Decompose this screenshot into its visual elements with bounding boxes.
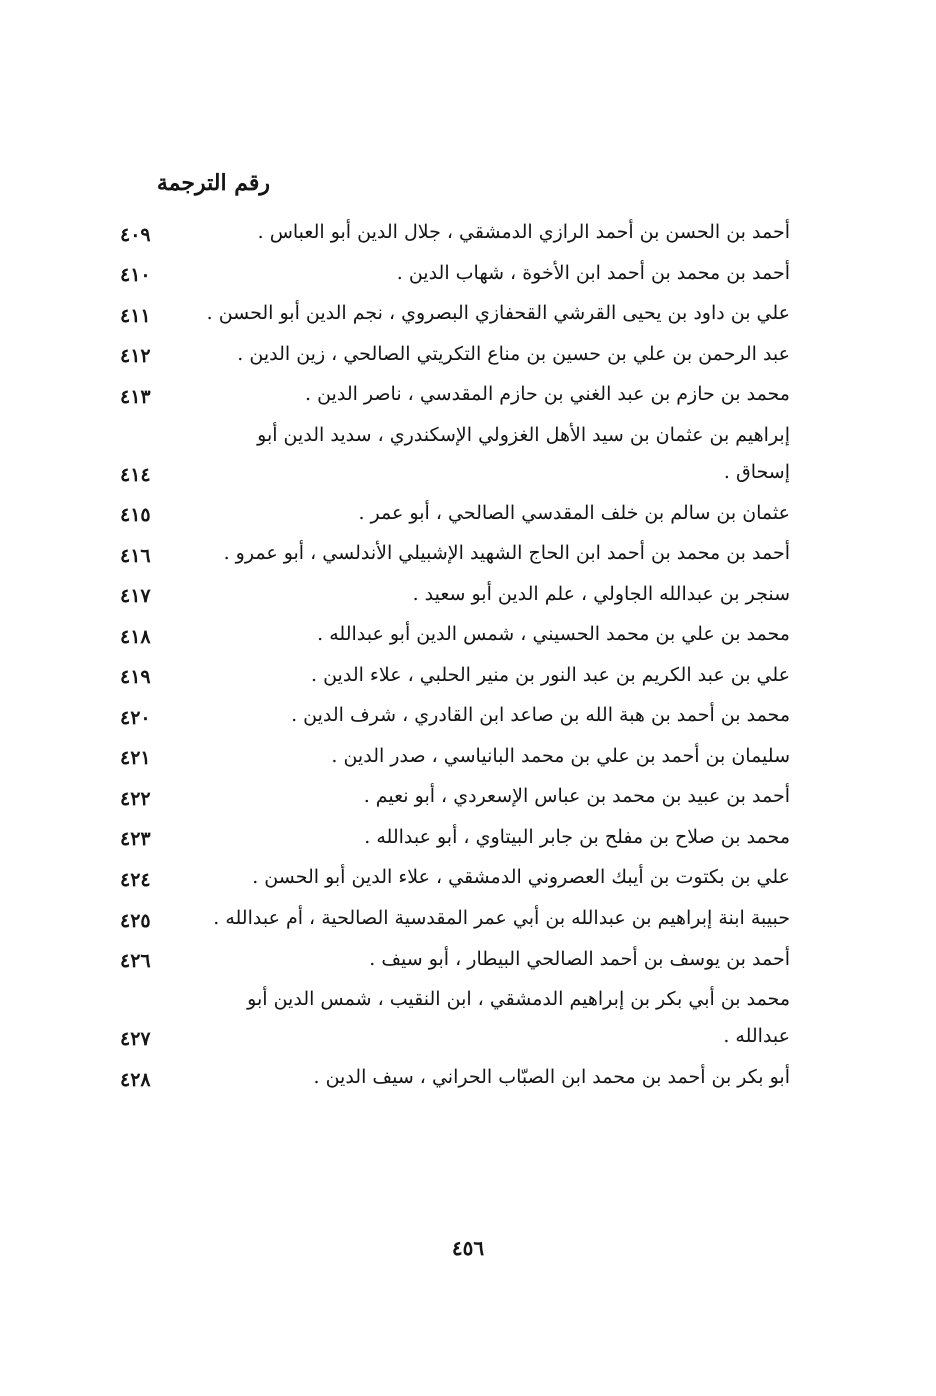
list-item [110, 493, 790, 534]
entry-name: محمد بن أبي بكر بن إبراهيم الدمشقي ، ابن النقيب ، شمس الدين أبو عبدالله . [247, 988, 790, 1047]
list-item [110, 574, 790, 615]
list-item [110, 614, 790, 655]
entry-number: ٤١٥ [120, 504, 151, 526]
entry-number: ٤٢٤ [120, 868, 151, 891]
list-item [110, 898, 790, 939]
entry-number: ٤٢٠ [120, 706, 151, 729]
list-item [110, 736, 790, 777]
column-header-translation-number: رقم الترجمة [156, 170, 270, 196]
entry-number: ٤٢٣ [120, 828, 151, 850]
list-item [110, 1057, 790, 1098]
entry-name: محمد بن صلاح بن مفلح بن جابر البيتاوي ، أبو عبدالله . [364, 825, 790, 848]
list-item [110, 979, 790, 1057]
entry-name: إبراهيم بن عثمان بن سيد الأهل الغزولي الإسكندري ، سديد الدين أبو إسحاق . [257, 423, 790, 483]
list-item [110, 334, 790, 375]
list-item [110, 776, 790, 817]
list-item [110, 374, 790, 415]
entry-name: سنجر بن عبدالله الجاولي ، علم الدين أبو سعيد . [412, 582, 790, 605]
list-item [110, 212, 790, 253]
entry-number: ٤٠٩ [120, 223, 151, 246]
entry-name: علي بن بكتوت بن أيبك العصروني الدمشقي ، علاء الدين أبو الحسن . [252, 866, 790, 888]
entry-name: علي بن داود بن يحيى القرشي القحفازي البصروي ، نجم الدين أبو الحسن . [206, 302, 790, 324]
entry-name: أحمد بن عبيد بن محمد بن عباس الإسعردي ، أبو نعيم . [363, 785, 790, 807]
entry-name: محمد بن أحمد بن هبة الله بن صاعد ابن القادري ، شرف الدين . [291, 704, 790, 726]
list-item [110, 533, 790, 574]
entry-number: ٤١٨ [120, 625, 151, 648]
entry-name: محمد بن حازم بن عبد الغني بن حازم المقدسي ، ناصر الدين . [305, 383, 790, 405]
entry-name: سليمان بن أحمد بن علي بن محمد البانياسي ، صدر الدين . [331, 744, 790, 767]
entry-number: ٤١٢ [120, 345, 151, 367]
entry-name: أبو بكر بن أحمد بن محمد ابن الصبّاب الحراني ، سيف الدين . [313, 1066, 790, 1088]
entry-name: علي بن عبد الكريم بن عبد النور بن منير الحلبي ، علاء الدين . [311, 663, 790, 686]
entry-number: ٤١٦ [120, 544, 151, 567]
list-item [110, 293, 790, 334]
entry-number: ٤٢٢ [120, 787, 151, 810]
entry-number: ٤٢٦ [120, 950, 151, 972]
entry-number: ٤٢١ [120, 747, 151, 769]
entry-number: ٤١٤ [120, 463, 151, 486]
page-number: ٤٥٦ [451, 1236, 485, 1260]
entries-list [110, 212, 790, 1098]
entry-number: ٤١٠ [120, 264, 151, 286]
list-item [110, 857, 790, 898]
entry-name: أحمد بن يوسف بن أحمد الصالحي البيطار ، أبو سيف . [369, 947, 790, 970]
entry-name: أحمد بن محمد بن أحمد ابن الحاج الشهيد الإشبيلي الأندلسي ، أبو عمرو . [223, 542, 790, 564]
list-item [110, 655, 790, 696]
entry-name: أحمد بن الحسن بن أحمد الرازي الدمشقي ، جلال الدين أبو العباس . [257, 221, 790, 243]
entry-name: عبد الرحمن بن علي بن حسين بن مناع التكريتي الصالحي ، زين الدين . [237, 342, 790, 365]
entry-number: ٤١٧ [120, 585, 151, 607]
list-item [110, 253, 790, 294]
entry-number: ٤١٩ [120, 666, 151, 688]
entry-name: أحمد بن محمد بن أحمد ابن الأخوة ، شهاب الدين . [396, 261, 790, 284]
list-item [110, 817, 790, 858]
list-item [110, 695, 790, 736]
entry-number: ٤١١ [120, 304, 151, 327]
entry-name: محمد بن علي بن محمد الحسيني ، شمس الدين أبو عبدالله . [317, 623, 790, 645]
entry-number: ٤١٣ [120, 385, 151, 408]
list-item [110, 939, 790, 980]
entry-name: حبيبة ابنة إبراهيم بن عبدالله بن أبي عمر المقدسية الصالحية ، أم عبدالله . [213, 906, 790, 929]
entry-name: عثمان بن سالم بن خلف المقدسي الصالحي ، أبو عمر . [358, 501, 790, 524]
entry-number: ٤٢٧ [120, 1028, 151, 1050]
entry-number: ٤٢٨ [120, 1068, 151, 1091]
entry-number: ٤٢٥ [120, 909, 151, 932]
list-item [110, 415, 790, 493]
